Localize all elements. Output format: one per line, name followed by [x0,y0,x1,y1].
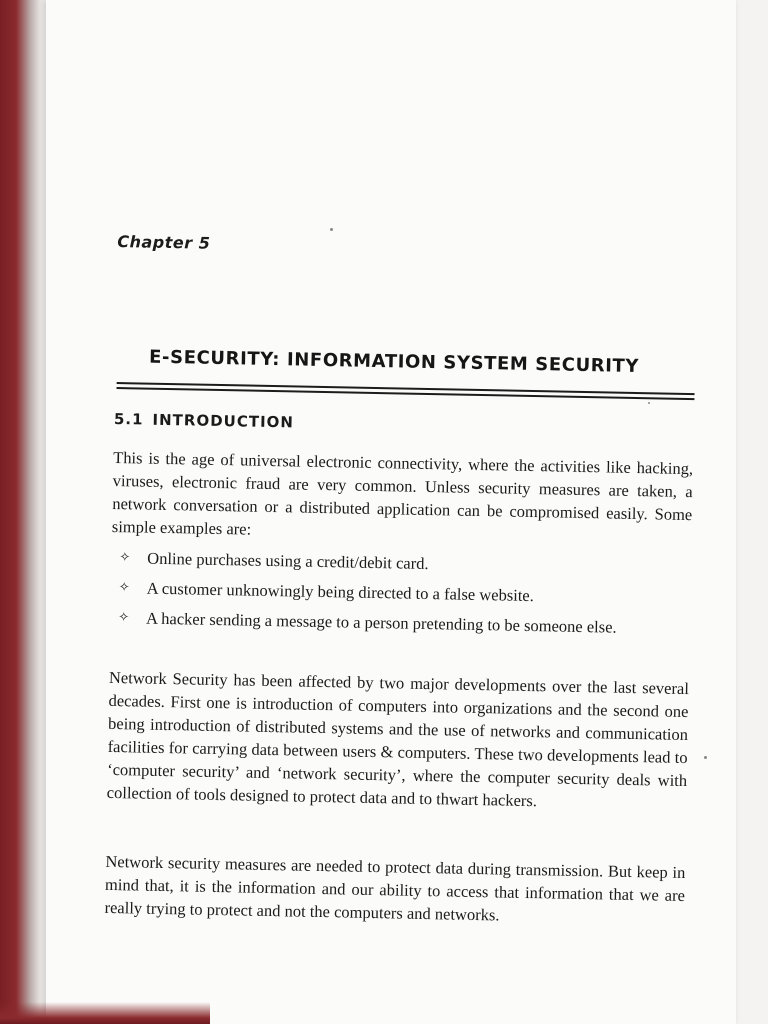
examples-list [118,546,694,647]
book-cover-corner [0,1002,210,1024]
list-item-text: A hacker sending a message to a person pretending to be someone else. [145,608,617,637]
section-title: INTRODUCTION [152,410,295,432]
body-paragraph-network-security: Network Security has been affected by two major developments over the last several decades. First one is introduction of computers into organizations and the second one being introduction of distributed systems and the use of networks and communication facilities for carrying data between users & computers. These two developments lead to ‘computer security’ and ‘network security’, where the computer security deals with collection of tools designed to protect data and to thwart hackers. [106,667,690,811]
chapter-label: Chapter 5 [117,231,211,253]
chapter-title: E-SECURITY: INFORMATION SYSTEM SECURITY [148,346,640,378]
paper-speck [648,402,650,404]
list-item [118,576,692,610]
intro-paragraph: This is the age of universal electronic connectivity, where the activities like hacking, viruses, electronic fraud are very common. Unless security measures are taken, a network conversation or a distributed application can be compromised easily. Some simple examples are: [111,447,694,539]
list-item [119,546,693,580]
list-item-text: Online purchases using a credit/debit card. [147,548,429,574]
paper-speck [330,228,333,231]
body-paragraph-measures: Network security measures are needed to protect data during transmission. But keep in mind that, it is the information and our ability to access that information that we are really trying to protect and not the computers and networks. [104,851,686,925]
diamond-bullet-icon: ✧ [118,580,130,596]
section-number: 5.1 [113,409,144,429]
diamond-bullet-icon: ✧ [117,610,130,626]
diamond-bullet-icon: ✧ [119,550,131,566]
list-item-text: A customer unknowingly being directed to a false website. [146,578,535,606]
book-page [46,0,736,1024]
section-heading [114,410,294,431]
list-item [118,606,692,640]
page-content [100,0,710,1024]
paper-speck [704,756,707,759]
book-binding-edge [0,0,48,1024]
